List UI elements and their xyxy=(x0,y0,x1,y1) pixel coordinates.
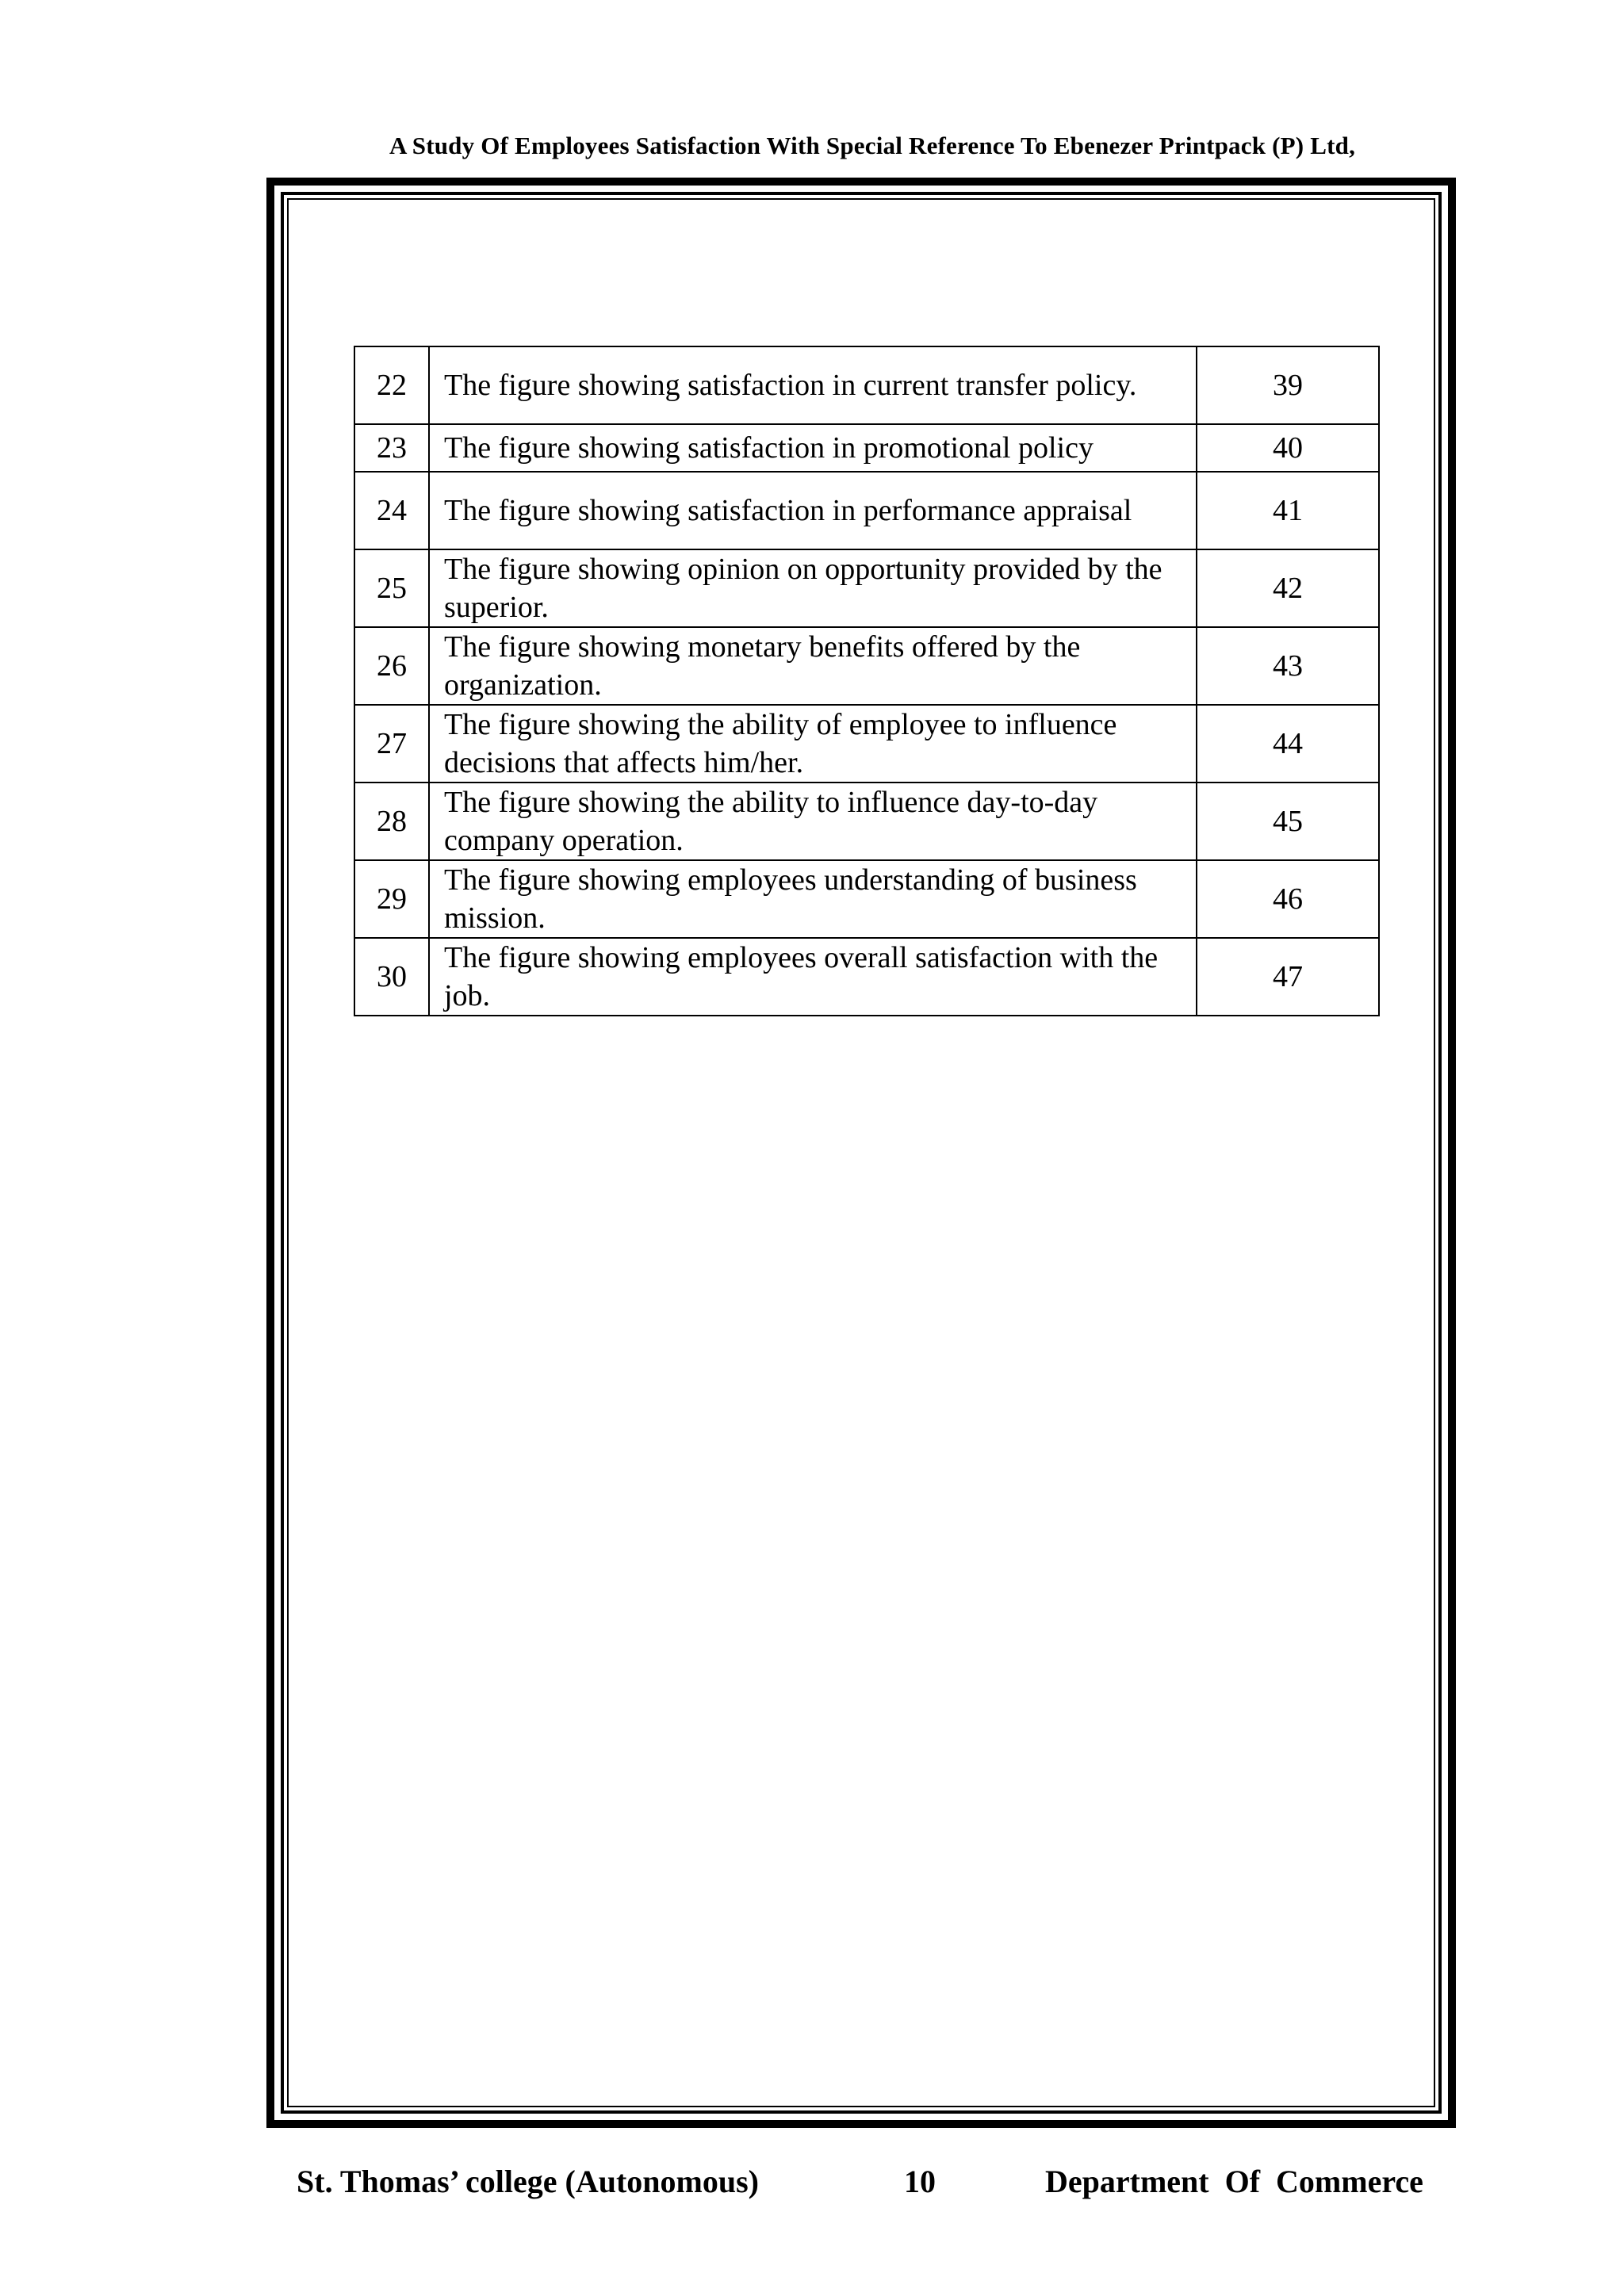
table-row xyxy=(354,346,1379,424)
figure-page-number: 46 xyxy=(1197,860,1379,938)
footer-page-number: 10 xyxy=(904,2164,936,2199)
figure-number: 28 xyxy=(354,783,429,860)
figure-number: 29 xyxy=(354,860,429,938)
figure-page-number: 45 xyxy=(1197,783,1379,860)
figure-number: 23 xyxy=(354,424,429,472)
figure-number: 22 xyxy=(354,346,429,424)
figure-page-number: 39 xyxy=(1197,346,1379,424)
figure-page-number: 44 xyxy=(1197,705,1379,783)
figure-title: The figure showing monetary benefits offered by the organization. xyxy=(429,627,1197,705)
figure-number: 25 xyxy=(354,549,429,627)
figure-page-number: 47 xyxy=(1197,938,1379,1016)
figure-page-number: 42 xyxy=(1197,549,1379,627)
figure-number: 30 xyxy=(354,938,429,1016)
figure-page-number: 43 xyxy=(1197,627,1379,705)
table-row xyxy=(354,860,1379,938)
figure-title: The figure showing the ability to influence day-to-day company operation. xyxy=(429,783,1197,860)
figure-number: 24 xyxy=(354,472,429,549)
figure-title: The figure showing satisfaction in performance appraisal xyxy=(429,472,1197,549)
list-of-figures-table xyxy=(354,346,1380,1016)
figure-number: 27 xyxy=(354,705,429,783)
table-row xyxy=(354,783,1379,860)
figure-title: The figure showing the ability of employee to influence decisions that affects him/her. xyxy=(429,705,1197,783)
figure-title: The figure showing opinion on opportunity provided by the superior. xyxy=(429,549,1197,627)
table-row xyxy=(354,424,1379,472)
table-row xyxy=(354,627,1379,705)
figure-title: The figure showing employees overall satisfaction with the job. xyxy=(429,938,1197,1016)
figure-title: The figure showing satisfaction in promotional policy xyxy=(429,424,1197,472)
footer-department: Department Of Commerce xyxy=(1045,2164,1423,2199)
figure-page-number: 40 xyxy=(1197,424,1379,472)
figure-number: 26 xyxy=(354,627,429,705)
running-header: A Study Of Employees Satisfaction With Special Reference To Ebenezer Printpack (P) Ltd, xyxy=(389,132,1356,159)
figure-title: The figure showing employees understanding of business mission. xyxy=(429,860,1197,938)
figure-title: The figure showing satisfaction in current transfer policy. xyxy=(429,346,1197,424)
footer-college: St. Thomas’ college (Autonomous) xyxy=(297,2164,759,2199)
figure-page-number: 41 xyxy=(1197,472,1379,549)
table-row xyxy=(354,705,1379,783)
table-row xyxy=(354,549,1379,627)
table-row xyxy=(354,472,1379,549)
table-row xyxy=(354,938,1379,1016)
